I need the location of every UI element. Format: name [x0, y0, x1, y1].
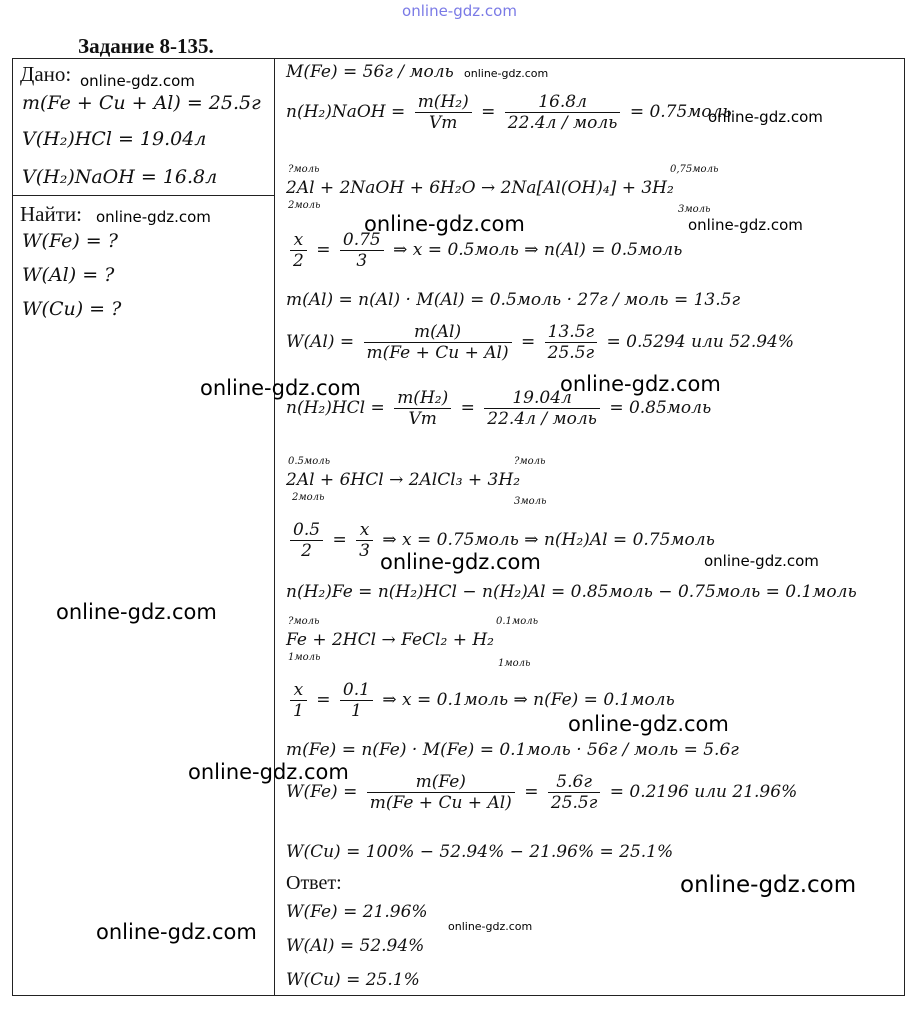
reaction1-top-left-note: ?моль	[288, 164, 320, 175]
answer-w-cu: W(Cu) = 25.1%	[286, 970, 420, 990]
answer-w-al: W(Al) = 52.94%	[286, 936, 425, 956]
find-w-al: W(Al) = ?	[22, 264, 115, 286]
watermark: online-gdz.com	[80, 72, 195, 90]
given-volume-hcl: V(H₂)HCl = 19.04л	[22, 128, 207, 150]
mass-al: m(Al) = n(Al) · M(Al) = 0.5моль · 27г / моль = 13.5г	[286, 290, 741, 310]
given-volume-naoh: V(H₂)NaOH = 16.8л	[22, 166, 218, 188]
w-fe-calc: W(Fe) = $\frac{m(Fe)}{m(Fe + Cu + Al)}$ = $\frac{5.6г}{25.5г}$ = 0.2196 или 21.96%	[286, 772, 798, 813]
watermark: online-gdz.com	[96, 208, 211, 226]
w-cu-calc: W(Cu) = 100% − 52.94% − 21.96% = 25.1%	[286, 842, 674, 862]
reaction1-equation: 2Al + 2NaOH + 6H₂O → 2Na[Al(OH)₄] + 3H₂	[286, 178, 674, 198]
find-label: Найти:	[20, 202, 82, 226]
proportion1: $\frac{x}{2}$ = $\frac{0.75}{3}$ ⇒ x = 0.5моль ⇒ n(Al) = 0.5моль	[286, 230, 682, 271]
watermark: online-gdz.com	[688, 216, 803, 234]
watermark: online-gdz.com	[560, 372, 721, 396]
reaction3-bottom-right-note: 1моль	[498, 658, 531, 669]
given-label: Дано:	[20, 62, 72, 86]
watermark: online-gdz.com	[188, 760, 349, 784]
reaction3-top-left-note: ?моль	[288, 616, 320, 627]
reaction2-top-right-note: ?моль	[514, 456, 546, 467]
task-title: Задание 8-135.	[78, 34, 214, 58]
reaction2-top-left-note: 0.5моль	[288, 456, 331, 467]
watermark: online-gdz.com	[464, 67, 549, 80]
n-h2-fe: n(H₂)Fe = n(H₂)HCl − n(H₂)Al = 0.85моль − 0.75моль = 0.1моль	[286, 582, 857, 602]
watermark: online-gdz.com	[364, 212, 525, 236]
find-w-fe: W(Fe) = ?	[22, 230, 118, 252]
watermark: online-gdz.com	[680, 872, 857, 898]
find-w-cu: W(Cu) = ?	[22, 298, 122, 320]
reaction2-bottom-right-note: 3моль	[514, 496, 547, 507]
given-find-divider	[12, 195, 274, 196]
reaction2-bottom-left-note: 2моль	[292, 492, 325, 503]
site-header-link[interactable]: online-gdz.com	[402, 2, 517, 20]
proportion2: $\frac{0.5}{2}$ = $\frac{x}{3}$ ⇒ x = 0.75моль ⇒ n(H₂)Al = 0.75моль	[286, 520, 715, 561]
watermark: online-gdz.com	[448, 920, 533, 933]
reaction1-bottom-right-note: 3моль	[678, 204, 711, 215]
n-h2-hcl: n(H₂)HCl = $\frac{\text{m(H₂)}}{Vm}$ = $\frac{19.04л}{\text{22.4л / моль}}$ = 0.85моль	[286, 388, 712, 429]
reaction2-equation: 2Al + 6HCl → 2AlCl₃ + 3H₂	[286, 470, 521, 490]
watermark: online-gdz.com	[708, 108, 823, 126]
reaction1-bottom-left-note: 2моль	[288, 200, 321, 211]
watermark: online-gdz.com	[56, 600, 217, 624]
watermark: online-gdz.com	[96, 920, 257, 944]
watermark: online-gdz.com	[200, 376, 361, 400]
reaction3-bottom-left-note: 1моль	[288, 652, 321, 663]
proportion3: $\frac{x}{1}$ = $\frac{0.1}{1}$ ⇒ x = 0.1моль ⇒ n(Fe) = 0.1моль	[286, 680, 675, 721]
w-al-calc: W(Al) = $\frac{m(Al)}{m(Fe + Cu + Al)}$ = $\frac{13.5г}{25.5г}$ = 0.5294 или 52.94%	[286, 322, 795, 363]
reaction3-equation: Fe + 2HCl → FeCl₂ + H₂	[286, 630, 494, 650]
molar-mass-fe: M(Fe) = 56г / моль	[286, 62, 454, 82]
answer-label: Ответ:	[286, 872, 342, 894]
given-mass: m(Fe + Cu + Al) = 25.5г	[22, 92, 261, 114]
reaction1-top-right-note: 0,75моль	[670, 164, 719, 175]
watermark: online-gdz.com	[380, 550, 541, 574]
n-h2-naoh: n(H₂)NaOH = $\frac{\text{m(H₂)}}{Vm}$ = $\frac{16.8л}{\text{22.4л / моль}}$ = 0.75моль	[286, 92, 732, 133]
watermark: online-gdz.com	[568, 712, 729, 736]
answer-w-fe: W(Fe) = 21.96%	[286, 902, 428, 922]
column-divider	[274, 58, 275, 996]
reaction3-top-right-note: 0.1моль	[496, 616, 539, 627]
watermark: online-gdz.com	[704, 552, 819, 570]
mass-fe: m(Fe) = n(Fe) · M(Fe) = 0.1моль · 56г / моль = 5.6г	[286, 740, 739, 760]
